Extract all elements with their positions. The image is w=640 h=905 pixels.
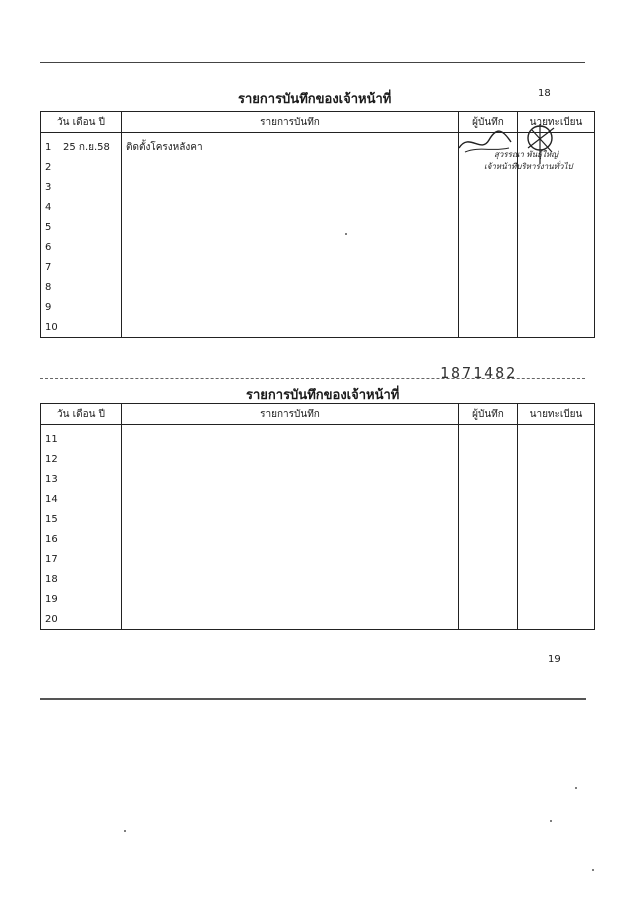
cell-record — [122, 297, 459, 317]
scan-speck — [124, 830, 126, 832]
table-row — [41, 197, 595, 217]
cell-registrar — [518, 177, 595, 197]
row-number: 7 — [45, 261, 52, 273]
cell-registrar — [518, 549, 595, 569]
cell-recorder — [459, 469, 518, 489]
page-title-bottom: รายการบันทึกของเจ้าหน้าที่ — [246, 388, 400, 403]
cell-recorder — [459, 277, 518, 297]
cell-record — [122, 217, 459, 237]
col-header-record: รายการบันทึก — [122, 112, 459, 133]
cell-recorder — [459, 489, 518, 509]
margin-fragment: 1871482 — [440, 364, 518, 382]
table-row — [41, 217, 595, 237]
cell-recorder — [459, 549, 518, 569]
row-number: 16 — [45, 533, 58, 545]
table-row — [41, 589, 595, 609]
row-number: 15 — [45, 513, 58, 525]
cell-registrar — [518, 257, 595, 277]
table-row — [41, 237, 595, 257]
cell-date — [41, 317, 122, 338]
cell-recorder — [459, 609, 518, 630]
row-number: 6 — [45, 241, 52, 253]
cell-registrar — [518, 425, 595, 450]
table-row — [41, 449, 595, 469]
col-header-date: วัน เดือน ปี — [41, 112, 122, 133]
col-header-date: วัน เดือน ปี — [41, 404, 122, 425]
cell-registrar — [518, 469, 595, 489]
scan-edge-bottom — [40, 698, 586, 700]
cell-date — [41, 449, 122, 469]
page-number-bottom: 19 — [548, 654, 561, 665]
row-number: 11 — [45, 433, 58, 445]
cell-date — [41, 529, 122, 549]
cell-registrar — [518, 509, 595, 529]
cell-date — [41, 277, 122, 297]
cell-recorder — [459, 589, 518, 609]
cell-registrar — [518, 217, 595, 237]
cell-registrar — [518, 297, 595, 317]
cell-record: ติดตั้งโครงหลังคา — [122, 133, 459, 158]
cell-recorder — [459, 425, 518, 450]
cell-date — [41, 217, 122, 237]
row-number: 18 — [45, 573, 58, 585]
cell-date — [41, 133, 122, 158]
cell-record — [122, 449, 459, 469]
cell-date — [41, 197, 122, 217]
cell-date — [41, 157, 122, 177]
table-row — [41, 257, 595, 277]
table-row — [41, 549, 595, 569]
table-row — [41, 177, 595, 197]
table-header-row — [41, 404, 595, 425]
table-row — [41, 569, 595, 589]
cell-recorder — [459, 237, 518, 257]
col-header-recorder: ผู้บันทึก — [459, 112, 518, 133]
col-header-record: รายการบันทึก — [122, 404, 459, 425]
stamp-text-line2: เจ้าหน้าที่บริหารงานทั่วไป — [484, 162, 573, 171]
cell-registrar — [518, 317, 595, 338]
register-table-bottom — [40, 403, 595, 630]
page-number-top: 18 — [538, 88, 551, 99]
row-number: 1 — [45, 141, 52, 153]
table-row — [41, 529, 595, 549]
page-title-top: รายการบันทึกของเจ้าหน้าที่ — [238, 92, 392, 107]
cell-date — [41, 425, 122, 450]
cell-date — [41, 569, 122, 589]
cell-record — [122, 509, 459, 529]
cell-record — [122, 157, 459, 177]
cell-record — [122, 549, 459, 569]
cell-recorder — [459, 509, 518, 529]
table-row — [41, 489, 595, 509]
table-row — [41, 425, 595, 450]
table-row — [41, 509, 595, 529]
row-number: 9 — [45, 301, 52, 313]
cell-recorder — [459, 217, 518, 237]
cell-record — [122, 489, 459, 509]
cell-record — [122, 277, 459, 297]
cell-date — [41, 609, 122, 630]
cell-registrar — [518, 489, 595, 509]
cell-record — [122, 609, 459, 630]
row-number: 2 — [45, 161, 52, 173]
cell-date — [41, 509, 122, 529]
row-number: 4 — [45, 201, 52, 213]
row-number: 12 — [45, 453, 58, 465]
table-row — [41, 609, 595, 630]
cell-registrar — [518, 237, 595, 257]
row-number: 13 — [45, 473, 58, 485]
scan-speck — [575, 787, 577, 789]
scan-speck — [345, 233, 347, 235]
row-number: 10 — [45, 321, 58, 333]
cell-registrar — [518, 449, 595, 469]
cell-record — [122, 569, 459, 589]
cell-date — [41, 297, 122, 317]
cell-registrar — [518, 197, 595, 217]
row-number: 5 — [45, 221, 52, 233]
cell-registrar — [518, 569, 595, 589]
col-header-registrar: นายทะเบียน — [518, 112, 595, 133]
scan-speck — [592, 869, 594, 871]
cell-date — [41, 589, 122, 609]
cell-record — [122, 317, 459, 338]
row-number: 3 — [45, 181, 52, 193]
cell-recorder — [459, 529, 518, 549]
row-number: 14 — [45, 493, 58, 505]
row-number: 8 — [45, 281, 52, 293]
cell-registrar — [518, 277, 595, 297]
cell-date — [41, 489, 122, 509]
scan-edge-top — [40, 62, 585, 63]
cell-recorder — [459, 569, 518, 589]
cell-date — [41, 237, 122, 257]
cell-date — [41, 469, 122, 489]
cell-recorder — [459, 297, 518, 317]
table-row — [41, 469, 595, 489]
table-row — [41, 297, 595, 317]
cell-record — [122, 469, 459, 489]
row-number: 19 — [45, 593, 58, 605]
cell-recorder — [459, 177, 518, 197]
cell-recorder — [459, 257, 518, 277]
cell-record — [122, 177, 459, 197]
row-number: 17 — [45, 553, 58, 565]
row-number: 20 — [45, 613, 58, 625]
cell-registrar — [518, 529, 595, 549]
cell-record — [122, 425, 459, 450]
stamp-text-line1: สุวรรณา พันธุ์ใหญ่ — [494, 150, 559, 159]
entry-date: 25 ก.ย.58 — [63, 141, 110, 153]
col-header-recorder: ผู้บันทึก — [459, 404, 518, 425]
cell-recorder — [459, 197, 518, 217]
cell-recorder — [459, 317, 518, 338]
cell-record — [122, 257, 459, 277]
scan-speck — [550, 820, 552, 822]
cell-date — [41, 549, 122, 569]
col-header-registrar: นายทะเบียน — [518, 404, 595, 425]
table-row — [41, 277, 595, 297]
cell-record — [122, 237, 459, 257]
cell-recorder — [459, 449, 518, 469]
cell-date — [41, 257, 122, 277]
cell-date — [41, 177, 122, 197]
cell-record — [122, 197, 459, 217]
cell-registrar — [518, 609, 595, 630]
cell-registrar — [518, 589, 595, 609]
cell-record — [122, 529, 459, 549]
cell-record — [122, 589, 459, 609]
table-row — [41, 317, 595, 338]
